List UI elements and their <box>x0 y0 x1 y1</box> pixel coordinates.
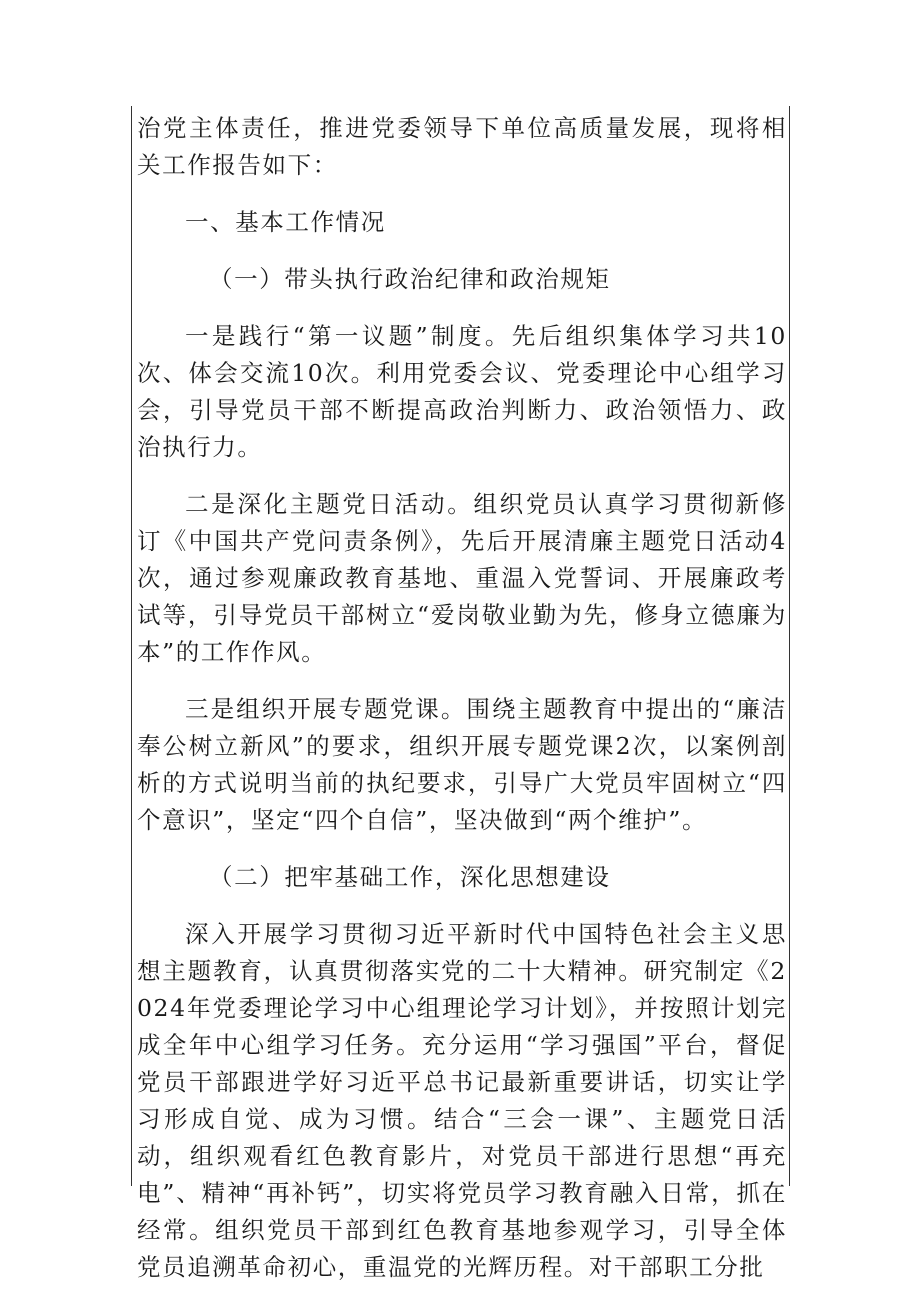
paragraph-theme-education: 深入开展学习贯彻习近平新时代中国特色社会主义思想主题教育，认真贯彻落实党的二十大精神。研究制定《2024年党委理论学习中心组理论学习计划》，并按照计划完成全年中心组学习任务。充分运用“学习强国”平台，督促党员干部跟进学好习近平总书记最新重要讲话，切实让学习形成自觉、成为习惯。结合“三会一课”、主题党日活动，组织观看红色教育影片，对党员干部进行思想“再充电”、精神“再补钙”，切实将党员学习教育融入日常，抓在经常。组织党员干部到红色教育基地参观学习，引导全体党员追溯革命初心，重温党的光辉历程。对干部职工分批 <box>137 920 787 1281</box>
paragraph-party-day: 二是深化主题党日活动。组织党员认真学习贯彻新修订《中国共产党问责条例》，先后开展清廉主题党日活动4次，通过参观廉政教育基地、重温入党誓词、开展廉政考试等，引导党员干部树立“爱岗敬业勤为先，修身立德廉为本”的工作作风。 <box>137 490 787 666</box>
paragraph-party-lecture: 三是组织开展专题党课。围绕主题教育中提出的“廉洁奉公树立新风”的要求，组织开展专题党课2次，以案例剖析的方式说明当前的执纪要求，引导广大党员牢固树立“四个意识”，坚定“四个自信”，坚决做到“两个维护”。 <box>137 695 787 834</box>
section-heading-basic-work: 一、基本工作情况 <box>185 208 386 236</box>
subsection-heading-ideology: （二）把牢基础工作，深化思想建设 <box>209 863 611 891</box>
intro-paragraph: 治党主体责任，推进党委领导下单位高质量发展，现将相关工作报告如下： <box>137 114 787 179</box>
subsection-heading-political-discipline: （一）带头执行政治纪律和政治规矩 <box>209 265 611 293</box>
document-body <box>137 110 787 1286</box>
paragraph-first-agenda: 一是践行“第一议题”制度。先后组织集体学习共10次、体会交流10次。利用党委会议、党委理论中心组学习会，引导党员干部不断提高政治判断力、政治领悟力、政治执行力。 <box>137 322 787 461</box>
